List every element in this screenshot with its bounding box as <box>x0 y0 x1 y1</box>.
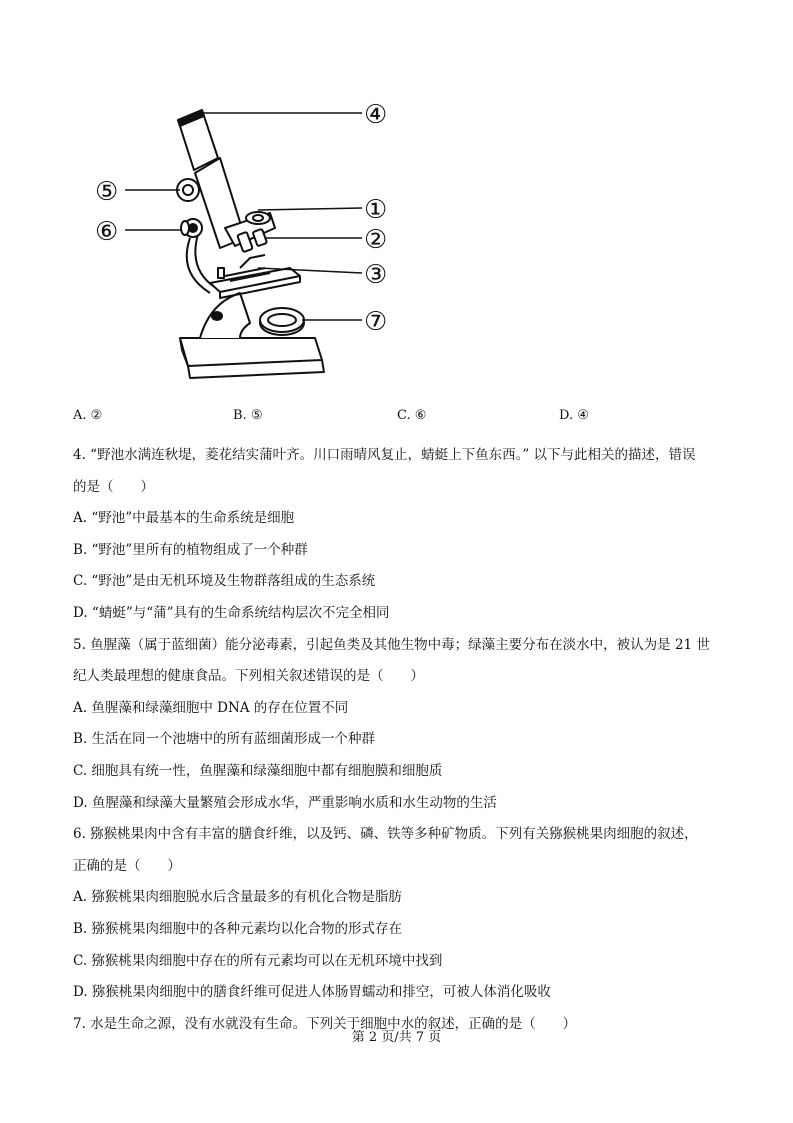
q4-option-d: D. “蜻蜓”与“蒲”具有的生命系统结构层次不完全相同 <box>73 604 390 621</box>
q6-option-d: D. 猕猴桃果肉细胞中的膳食纤维可促进人体肠胃蠕动和排空，可被人体消化吸收 <box>73 984 551 1001</box>
q4-option-b: B. “野池”里所有的植物组成了一个种群 <box>73 541 308 558</box>
q6-stem-line2: 正确的是（ ） <box>73 857 181 874</box>
q7-stem-line1: 7. 水是生命之源，没有水就没有生命。下列关于细胞中水的叙述，正确的是（ ） <box>73 1015 577 1032</box>
questions <box>73 440 725 1040</box>
q6-stem-line1: 6. 猕猴桃果肉中含有丰富的膳食纤维，以及钙、磷、铁等多种矿物质。下列有关猕猴桃果肉细胞的叙述， <box>73 826 698 843</box>
q3-option-d: D. ④ <box>559 408 589 423</box>
figure-label-7: ⑦ <box>364 307 388 337</box>
q3-options <box>73 408 733 428</box>
q3-option-b: B. ⑤ <box>233 408 263 423</box>
q4-stem-line2: 的是（ ） <box>73 478 154 495</box>
figure-label-2: ② <box>364 225 388 255</box>
q5-option-d: D. 鱼腥藻和绿藻大量繁殖会形成水华，严重影响水质和水生动物的生活 <box>73 794 497 811</box>
q3-option-a: A. ② <box>73 408 103 423</box>
q5-stem-line1: 5. 鱼腥藻（属于蓝细菌）能分泌毒素，引起鱼类及其他生物中毒；绿藻主要分布在淡水中，被认为是 21 世 <box>73 636 710 653</box>
q6-option-a: A. 猕猴桃果肉细胞脱水后含量最多的有机化合物是脂肪 <box>73 889 402 906</box>
q6-option-c: C. 猕猴桃果肉细胞中存在的所有元素均可以在无机环境中找到 <box>73 952 443 969</box>
q5-option-a: A. 鱼腥藻和绿藻细胞中 DNA 的存在位置不同 <box>73 699 349 716</box>
figure-label-4: ④ <box>364 100 388 130</box>
microscope-figure <box>90 98 410 388</box>
figure-label-5: ⑤ <box>95 177 119 207</box>
q5-stem-line2: 纪人类最理想的健康食品。下列相关叙述错误的是（ ） <box>73 668 424 685</box>
q5-option-b: B. 生活在同一个池塘中的所有蓝细菌形成一个种群 <box>73 731 376 748</box>
q4-option-a: A. “野池”中最基本的生命系统是细胞 <box>73 510 295 527</box>
q4-stem-line1: 4. “野池水满连秋堤，菱花结实蒲叶齐。川口雨晴风复止，蜻蜓上下鱼东西。” 以下与此相关的描述，错误 <box>73 447 696 463</box>
figure-label-6: ⑥ <box>95 217 119 247</box>
page-footer: 第 2 页/共 7 页 <box>351 1030 442 1045</box>
q6-option-b: B. 猕猴桃果肉细胞中的各种元素均以化合物的形式存在 <box>73 920 403 937</box>
q4-option-c: C. “野池”是由无机环境及生物群落组成的生态系统 <box>73 573 376 590</box>
figure-label-3: ③ <box>364 260 388 290</box>
q3-option-c: C. ⑥ <box>397 408 427 423</box>
figure-label-1: ① <box>364 195 388 225</box>
q5-option-c: C. 细胞具有统一性，鱼腥藻和绿藻细胞中都有细胞膜和细胞质 <box>73 762 443 779</box>
